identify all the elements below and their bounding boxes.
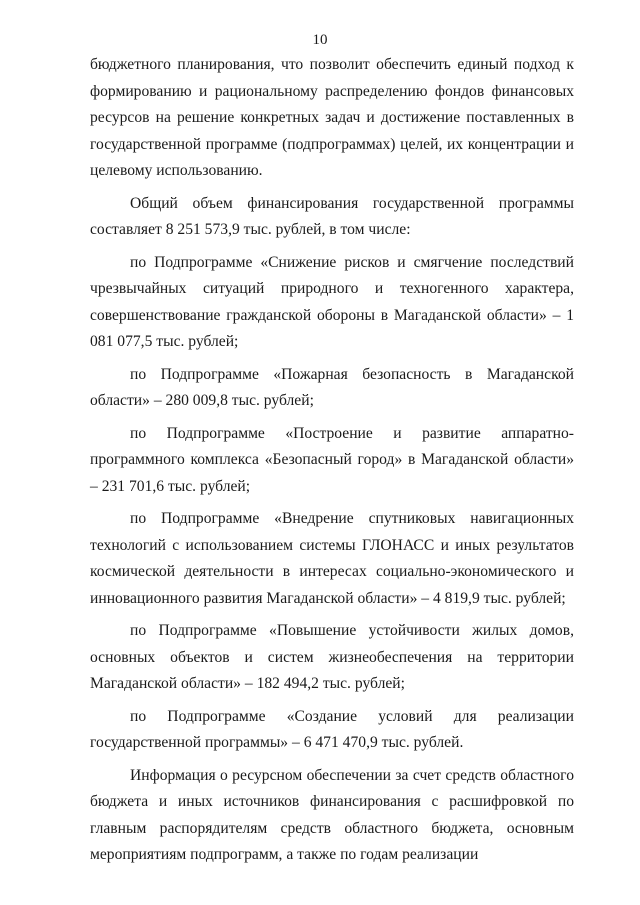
paragraph-subprogram-safe-city: по Подпрограмме «Построение и развитие аппаратно-программного комплекса «Безопасный город» в Магаданской области» – 231 701,6 тыс. рублей;: [90, 424, 574, 495]
paragraph-subprogram-fire-safety: по Подпрограмме «Пожарная безопасность в Магаданской области» – 280 009,8 тыс. рублей;: [90, 365, 574, 409]
page-number: 10: [312, 32, 328, 48]
paragraph-continuation: бюджетного планирования, что позволит обеспечить единый подход к формированию и рациональному распределению фондов финансовых ресурсов на решение конкретных задач и достижение поставленных в государственной программе (подпрограммах) целей, их концентрации и целевому использованию.: [90, 56, 574, 179]
paragraph-total-funding: Общий объем финансирования государственной программы составляет 8 251 573,9 тыс. рублей, в том числе:: [90, 194, 574, 238]
paragraph-subprogram-buildings: по Подпрограмме «Повышение устойчивости жилых домов, основных объектов и систем жизнеобеспечения на территории Магаданской области» – 182 494,2 тыс. рублей;: [90, 622, 574, 692]
paragraph-subprogram-conditions: по Подпрограмме «Создание условий для реализации государственной программы» – 6 471 470,9 тыс. рублей.: [90, 707, 574, 751]
document-body: [90, 52, 574, 869]
paragraph-subprogram-risks: по Подпрограмме «Снижение рисков и смягчение последствий чрезвычайных ситуаций природного и техногенного характера, совершенствование гражданской обороны в Магаданской области» – 1 081 077,5 тыс. рублей;: [90, 253, 574, 350]
paragraph-subprogram-glonass: по Подпрограмме «Внедрение спутниковых навигационных технологий с использованием системы ГЛОНАСС и иных результатов космической деятельности в интересах социально-экономического и инновационного развития Магаданской области» – 4 819,9 тыс. рублей;: [90, 510, 574, 607]
paragraph-resource-info: Информация о ресурсном обеспечении за счет средств областного бюджета и иных источников финансирования с расшифровкой по главным распорядителям средств областного бюджета, основным мероприятиям подпрограмм, а также по годам реализации: [90, 766, 574, 863]
